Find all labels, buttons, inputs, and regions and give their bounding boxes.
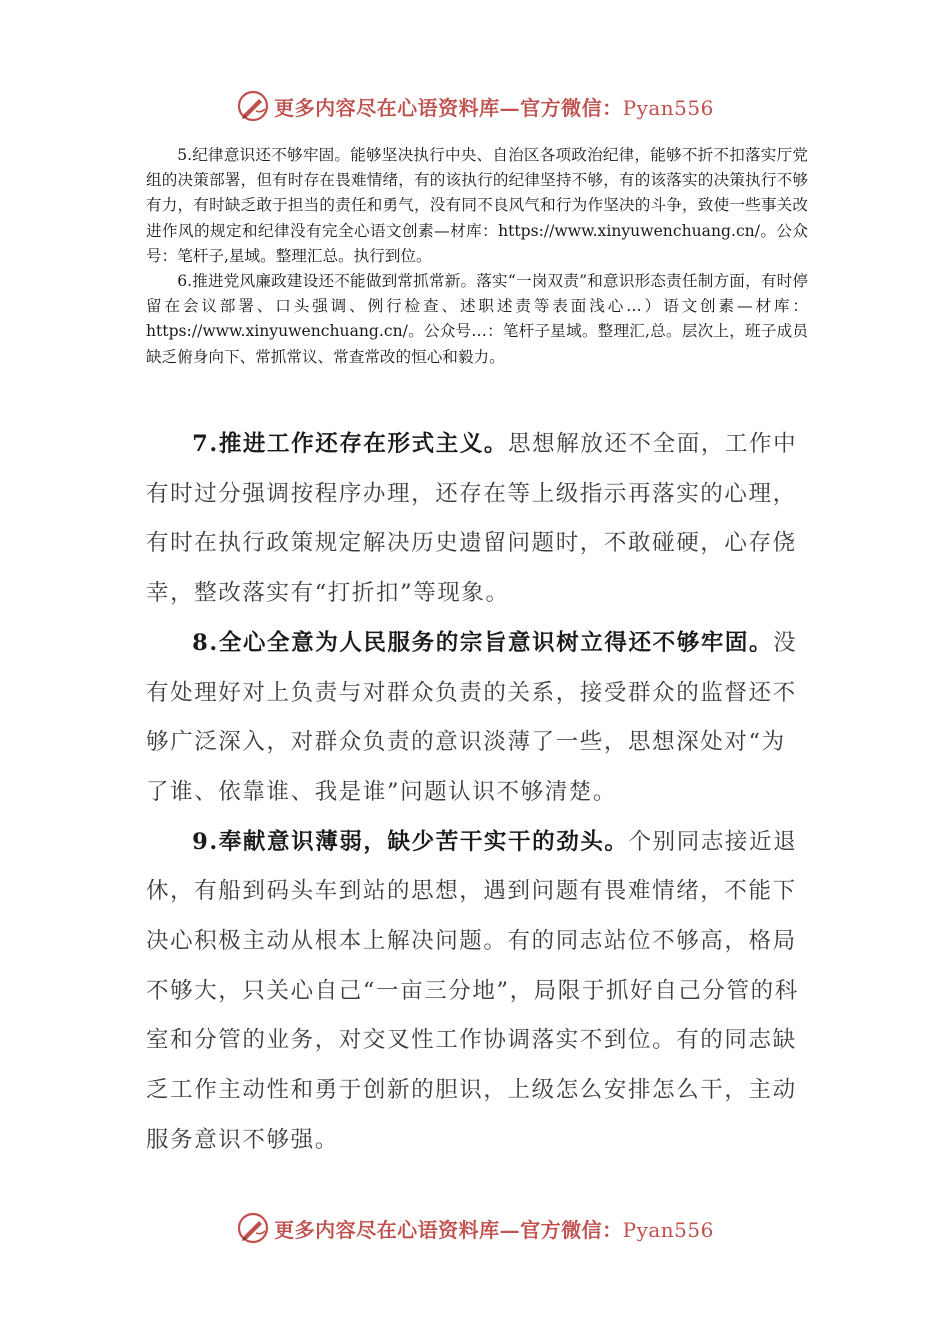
paragraph-9-body: 个别同志接近退休，有船到码头车到站的思想，遇到问题有畏难情绪，不能下决心积极主动从根本上解决问题。有的同志站位不够高，格局不够大，只关心自己“一亩三分地”，局限于抓好自己分管的科室和分管的业务，对交叉性工作协调落实不到位。有的同志缺乏工作主动性和勇于创新的胆识，上级怎么安排怎么干，主动服务意识不够强。 [146, 828, 799, 1153]
banner-slogan-text: 更多内容尽在心语资料库—官方微信： [274, 95, 623, 120]
banner-slogan [274, 92, 714, 121]
paragraph-7-heading: 7.推进工作还存在形式主义。 [192, 431, 509, 457]
paragraph-8-body: 没有处理好对上负责与对群众负责的关系，接受群众的监督还不够广泛深入，对群众负责的意识淡薄了一些，思想深处对“为了谁、依靠谁、我是谁”问题认识不够清楚。 [146, 629, 798, 805]
banner-slogan-text: 更多内容尽在心语资料库—官方微信： [274, 1217, 623, 1242]
paragraph-5: 5.纪律意识还不够牢固。能够坚决执行中央、自治区各项政治纪律，能够不折不扣落实厅党组的决策部署，但有时存在畏难情绪，有的该执行的纪律坚持不够，有的该落实的决策执行不够有力，有时缺乏敢于担当的责任和勇气，没有同不良风气和行为作坚决的斗争，致使一些事关改进作风的规定和纪律没有完全心语文创素—材库：https://www.xinyuwenchuang.cn/。公众号：笔杆子,星域。整理汇总。执行到位。 [146, 146, 808, 265]
paragraph-9 [146, 818, 808, 1166]
footer-banner [0, 1206, 950, 1250]
paragraph-7-body: 思想解放还不全面，工作中有时过分强调按程序办理，还存在等上级指示再落实的心理，有时在执行政策规定解决历史遗留问题时，不敢碰硬，心存侥幸，整改落实有“打折扣”等现象。 [146, 431, 798, 607]
pen-logo-icon [236, 89, 270, 123]
paragraph-8 [146, 619, 808, 818]
header-banner [0, 84, 950, 128]
banner-slogan [274, 1214, 714, 1243]
banner-wechat-id: Pyan556 [622, 1217, 714, 1242]
small-text-section [146, 143, 808, 370]
paragraph-6: 6.推进党风廉政建设还不能做到常抓常新。落实“一岗双责”和意识形态责任制方面，有时停留在会议部署、口头强调、例行检查、述职述责等表面浅心…）语文创素—材库：https://www.xinyuwenchuang.cn/。公众号…：笔杆子星域。整理汇,总。层次上，班子成员缺乏俯身向下、常抓常议、常查常改的恒心和毅力。 [146, 272, 808, 366]
paragraph-9-heading: 9.奉献意识薄弱，缺少苦干实干的劲头。 [192, 828, 629, 855]
pen-logo-icon [236, 1211, 270, 1245]
paragraph-7 [146, 420, 808, 619]
paragraph-8-heading: 8.全心全意为人民服务的宗旨意识树立得还不够牢固。 [192, 629, 774, 656]
banner-wechat-id: Pyan556 [622, 95, 714, 120]
large-text-section [146, 420, 808, 1166]
